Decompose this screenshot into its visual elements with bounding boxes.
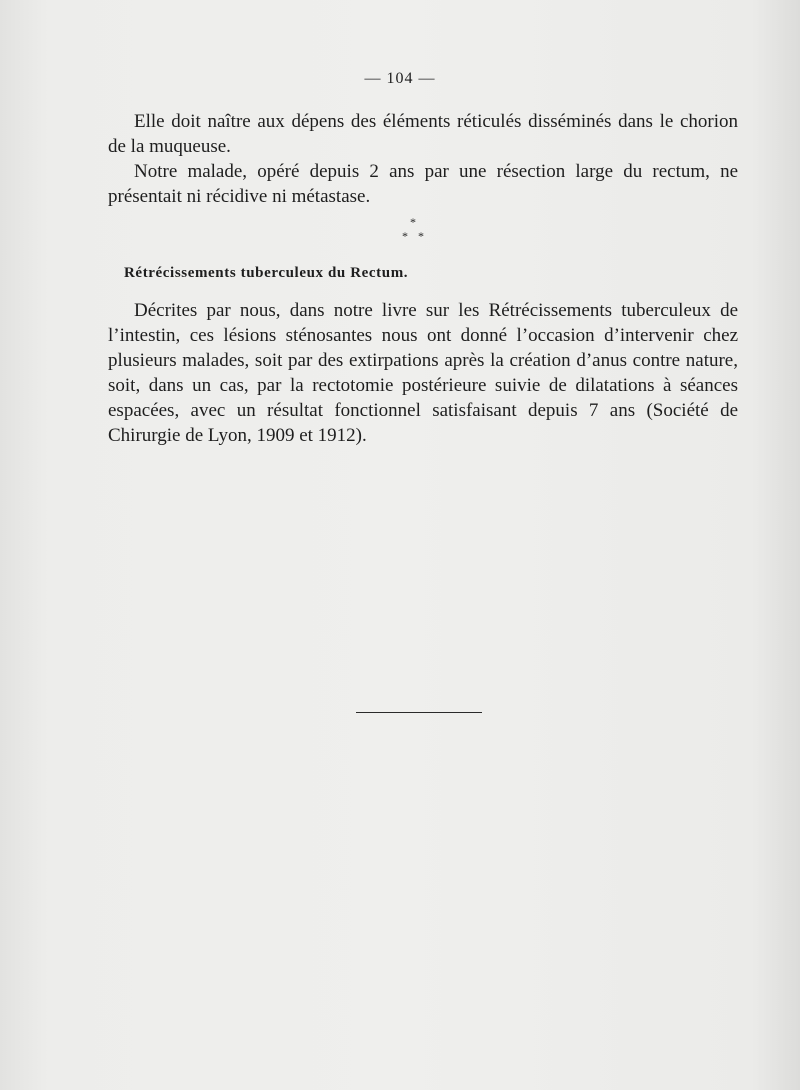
asterisk: *	[410, 215, 416, 229]
asterism-separator	[396, 216, 436, 246]
asterisk: *	[418, 229, 424, 243]
paragraph: Décrites par nous, dans notre livre sur les Rétrécissements tuberculeux de l’intestin, ces lésions sténosantes nous ont donné l’occasion d’intervenir chez plusieurs malades, soit par des extirpations après la création d’anus contre nature, soit, dans un cas, par la rectotomie postérieure suivie de dilatations à séances espacées, avec un résultat fonctionnel satisfaisant depuis 7 ans (Société de Chirurgie de Lyon, 1909 et 1912).	[108, 300, 738, 446]
page-number: — 104 —	[364, 70, 436, 87]
paragraph: Notre malade, opéré depuis 2 ans par une résection large du rectum, ne présentait ni récidive ni métastase.	[108, 161, 738, 207]
asterisk: *	[402, 229, 408, 243]
text-block-top	[108, 109, 738, 209]
end-rule-divider	[356, 712, 482, 713]
section-heading: Rétrécissements tuberculeux du Rectum.	[124, 265, 409, 281]
text-block-bottom	[108, 298, 738, 448]
paragraph: Elle doit naître aux dépens des éléments réticulés disséminés dans le chorion de la muqueuse.	[108, 111, 738, 157]
